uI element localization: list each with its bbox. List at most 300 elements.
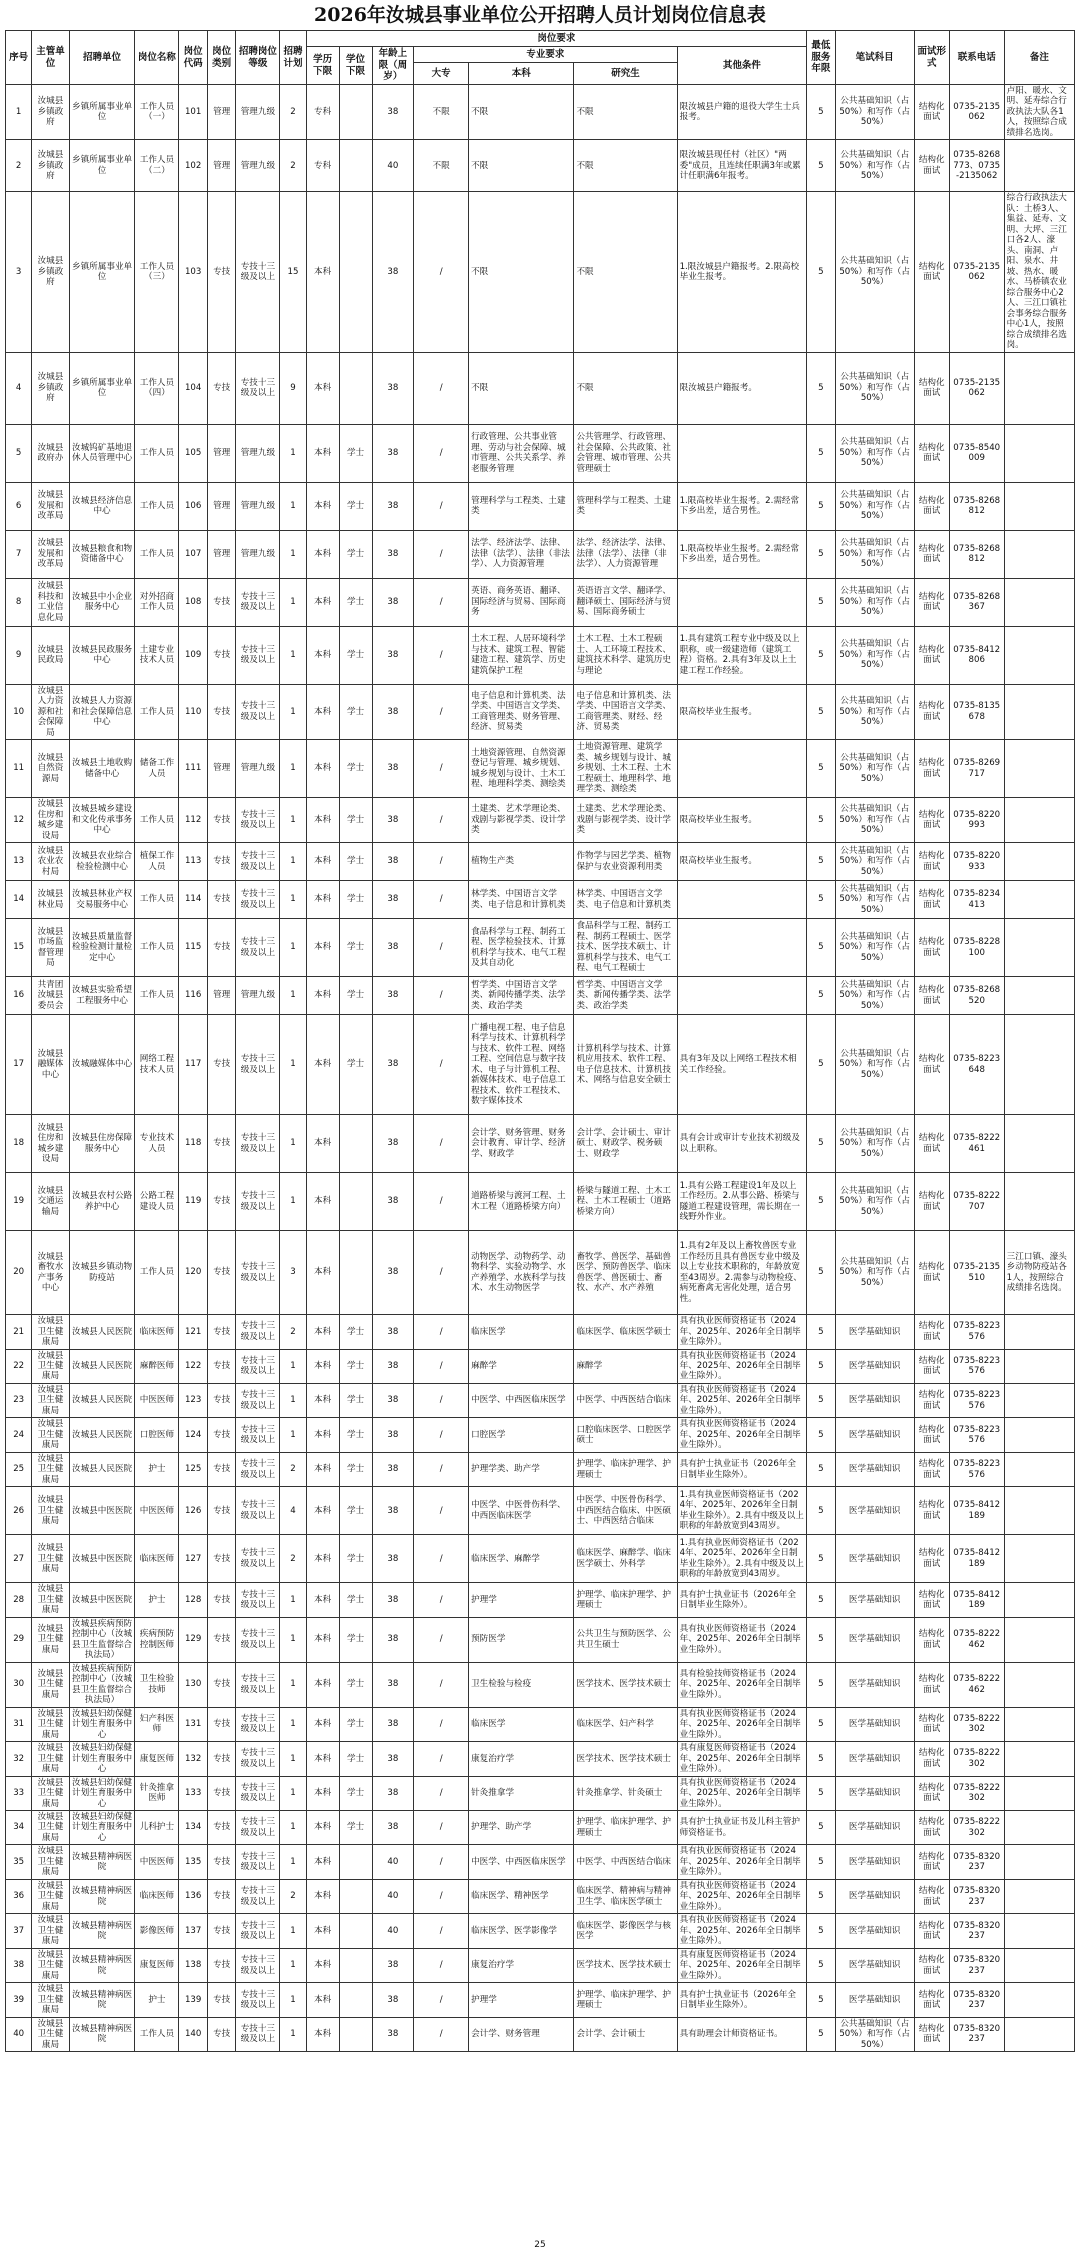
cell-major-dz: 不限 — [414, 85, 469, 140]
cell-unit: 汝城县质量监督检验检测计量检定中心 — [69, 919, 135, 977]
cell-plan: 1 — [280, 1349, 306, 1383]
cell-note — [1004, 1535, 1074, 1583]
cell-unit: 汝城融媒体中心 — [69, 1015, 135, 1115]
table-row — [6, 626, 1075, 684]
cell-degree: 学士 — [339, 1583, 372, 1617]
cell-seq: 15 — [6, 919, 32, 977]
cell-interview: 结构化面试 — [914, 1948, 949, 1982]
cell-interview: 结构化面试 — [914, 919, 949, 977]
cell-other: 1.具有执业医师资格证书（2024年、2025年、2026年全日制毕业生除外）。2.具有中级及以上职称的年龄放宽到43周岁。 — [677, 1535, 807, 1583]
cell-note — [1004, 1173, 1074, 1231]
cell-edu: 本科 — [306, 1948, 339, 1982]
cell-age: 38 — [372, 977, 414, 1015]
cell-post-grade: 专技十三级及以上 — [236, 1742, 280, 1776]
cell-edu: 本科 — [306, 1349, 339, 1383]
cell-other: 具有执业医师资格证书（2024年、2025年、2026年全日制毕业生除外）。 — [677, 1776, 807, 1810]
cell-dept: 汝城县卫生健康局 — [32, 1583, 69, 1617]
cell-note: 卢阳、暖水、文明、延寿综合行政执法大队各1人，按照综合成绩排名选岗。 — [1004, 85, 1074, 140]
cell-age: 38 — [372, 1418, 414, 1452]
cell-seq: 19 — [6, 1173, 32, 1231]
cell-age: 38 — [372, 192, 414, 352]
header-service: 最低服务年限 — [807, 31, 836, 85]
table-row — [6, 740, 1075, 798]
cell-edu: 本科 — [306, 192, 339, 352]
cell-phone: 0735-8268812 — [949, 482, 1004, 530]
cell-degree: 学士 — [339, 1776, 372, 1810]
page-title: 2026年汝城县事业单位公开招聘人员计划岗位信息表 — [314, 4, 766, 26]
header-unit: 招聘单位 — [69, 31, 135, 85]
cell-post-type: 专技 — [207, 1983, 236, 2017]
cell-post-name: 护士 — [135, 1583, 179, 1617]
cell-dept: 汝城县政府办 — [32, 424, 69, 482]
cell-post-name: 中医医师 — [135, 1487, 179, 1535]
table-row — [6, 530, 1075, 578]
cell-edu: 本科 — [306, 1383, 339, 1417]
cell-post-name: 工作人员 — [135, 1231, 179, 1315]
cell-unit: 汝城县实验希望工程服务中心 — [69, 977, 135, 1015]
cell-interview: 结构化面试 — [914, 684, 949, 739]
cell-exam: 公共基础知识（占50%）和写作（占50%） — [835, 977, 914, 1015]
cell-post-type: 专技 — [207, 1383, 236, 1417]
cell-exam: 公共基础知识（占50%）和写作（占50%） — [835, 881, 914, 919]
cell-edu: 本科 — [306, 843, 339, 881]
cell-unit: 汝城县妇幼保健计划生育服务中心 — [69, 1776, 135, 1810]
cell-major-bk: 临床医学 — [469, 1707, 574, 1741]
cell-phone: 0735-8222461 — [949, 1115, 1004, 1173]
cell-edu: 本科 — [306, 740, 339, 798]
cell-post-type: 管理 — [207, 85, 236, 140]
cell-exam: 公共基础知识（占50%）和写作（占50%） — [835, 843, 914, 881]
cell-age: 38 — [372, 1015, 414, 1115]
cell-age: 38 — [372, 1617, 414, 1662]
cell-seq: 16 — [6, 977, 32, 1015]
cell-plan: 1 — [280, 1845, 306, 1879]
cell-major-yjs: 不限 — [574, 352, 677, 424]
cell-plan: 1 — [280, 1583, 306, 1617]
cell-seq: 32 — [6, 1742, 32, 1776]
cell-exam: 公共基础知识（占50%）和写作（占50%） — [835, 1231, 914, 1315]
cell-service: 5 — [807, 530, 836, 578]
cell-post-name: 工作人员（一） — [135, 85, 179, 140]
cell-post-grade: 专技十三级及以上 — [236, 881, 280, 919]
cell-phone: 0735-8222302 — [949, 1742, 1004, 1776]
cell-seq: 39 — [6, 1983, 32, 2017]
cell-degree — [339, 352, 372, 424]
cell-post-code: 124 — [179, 1418, 208, 1452]
cell-major-bk: 临床医学、麻醉学 — [469, 1535, 574, 1583]
cell-major-yjs: 土木工程、土木工程硕士、人工环境工程技术、建筑技术科学、建筑历史与理论 — [574, 626, 677, 684]
cell-exam: 公共基础知识（占50%）和写作（占50%） — [835, 740, 914, 798]
cell-exam: 医学基础知识 — [835, 1383, 914, 1417]
cell-note — [1004, 1811, 1074, 1845]
cell-post-name: 临床医师 — [135, 1315, 179, 1349]
cell-edu: 本科 — [306, 1914, 339, 1948]
cell-post-grade: 专技十三级及以上 — [236, 1487, 280, 1535]
cell-note — [1004, 1662, 1074, 1707]
cell-age: 38 — [372, 1776, 414, 1810]
cell-exam: 医学基础知识 — [835, 1452, 914, 1486]
cell-service: 5 — [807, 843, 836, 881]
cell-major-dz: / — [414, 626, 469, 684]
cell-plan: 4 — [280, 1487, 306, 1535]
cell-edu: 本科 — [306, 1315, 339, 1349]
cell-interview: 结构化面试 — [914, 1015, 949, 1115]
cell-note — [1004, 1115, 1074, 1173]
header-post-grade: 招聘岗位等级 — [236, 31, 280, 85]
cell-post-grade: 专技十三级及以上 — [236, 578, 280, 626]
cell-plan: 3 — [280, 1231, 306, 1315]
cell-age: 38 — [372, 1173, 414, 1231]
cell-post-type: 管理 — [207, 530, 236, 578]
cell-major-bk: 卫生检验与检疫 — [469, 1662, 574, 1707]
cell-service: 5 — [807, 919, 836, 977]
cell-edu: 专科 — [306, 140, 339, 192]
cell-major-dz: / — [414, 1983, 469, 2017]
cell-exam: 公共基础知识（占50%）和写作（占50%） — [835, 1115, 914, 1173]
cell-major-bk: 口腔医学 — [469, 1418, 574, 1452]
cell-exam: 公共基础知识（占50%）和写作（占50%） — [835, 626, 914, 684]
cell-major-yjs: 会计学、会计硕士、审计硕士、财政学、税务硕士、财政学 — [574, 1115, 677, 1173]
cell-degree: 学士 — [339, 881, 372, 919]
cell-other: 1.限高校毕业生报考。2.需经常下乡出差，适合男性。 — [677, 530, 807, 578]
recruitment-table — [5, 30, 1075, 2052]
cell-phone: 0735-8228100 — [949, 919, 1004, 977]
cell-post-code: 103 — [179, 192, 208, 352]
table-row — [6, 1742, 1075, 1776]
cell-edu: 本科 — [306, 1742, 339, 1776]
cell-phone: 0735-8320237 — [949, 2017, 1004, 2051]
cell-major-yjs: 作物学与园艺学类、植物保护与农业资源利用类 — [574, 843, 677, 881]
cell-post-type: 专技 — [207, 1418, 236, 1452]
cell-unit: 汝城县中医医院 — [69, 1535, 135, 1583]
cell-degree: 学士 — [339, 1535, 372, 1583]
cell-degree: 学士 — [339, 1315, 372, 1349]
cell-other — [677, 740, 807, 798]
table-row — [6, 352, 1075, 424]
cell-unit: 汝城县农业综合检验检测中心 — [69, 843, 135, 881]
cell-unit: 汝城县农村公路养护中心 — [69, 1173, 135, 1231]
cell-post-type: 专技 — [207, 1617, 236, 1662]
cell-edu: 本科 — [306, 1583, 339, 1617]
cell-age: 38 — [372, 2017, 414, 2051]
cell-age: 38 — [372, 798, 414, 843]
cell-degree — [339, 1173, 372, 1231]
cell-other: 限高校毕业生报考。 — [677, 684, 807, 739]
cell-plan: 1 — [280, 2017, 306, 2051]
cell-phone: 0735-8223576 — [949, 1383, 1004, 1417]
cell-edu: 本科 — [306, 1662, 339, 1707]
cell-age: 38 — [372, 352, 414, 424]
cell-dept: 汝城县卫生健康局 — [32, 1383, 69, 1417]
cell-post-name: 护士 — [135, 1452, 179, 1486]
cell-note — [1004, 482, 1074, 530]
cell-major-yjs: 针灸推拿学、针灸硕士 — [574, 1776, 677, 1810]
cell-major-yjs: 中医学、中医骨伤科学、中西医结合临床、中医硕士、中西医结合临床 — [574, 1487, 677, 1535]
cell-post-type: 专技 — [207, 1583, 236, 1617]
cell-phone: 0735-8320237 — [949, 1845, 1004, 1879]
cell-post-grade: 专技十三级及以上 — [236, 1914, 280, 1948]
cell-interview: 结构化面试 — [914, 1115, 949, 1173]
table-row — [6, 1231, 1075, 1315]
cell-dept: 汝城县乡镇政府 — [32, 85, 69, 140]
cell-seq: 35 — [6, 1845, 32, 1879]
cell-dept: 汝城县交通运输局 — [32, 1173, 69, 1231]
cell-major-bk: 不限 — [469, 85, 574, 140]
cell-post-type: 专技 — [207, 1707, 236, 1741]
cell-major-bk: 道路桥梁与渡河工程、土木工程（道路桥梁方向） — [469, 1173, 574, 1231]
cell-major-bk: 中医学、中西医临床医学 — [469, 1845, 574, 1879]
cell-edu: 本科 — [306, 1983, 339, 2017]
cell-degree: 学士 — [339, 578, 372, 626]
cell-major-dz: / — [414, 1811, 469, 1845]
cell-post-code: 134 — [179, 1811, 208, 1845]
cell-seq: 2 — [6, 140, 32, 192]
cell-post-name: 影像医师 — [135, 1914, 179, 1948]
cell-post-grade: 专技十三级及以上 — [236, 1015, 280, 1115]
cell-post-grade: 专技十三级及以上 — [236, 1115, 280, 1173]
cell-post-code: 126 — [179, 1487, 208, 1535]
cell-post-code: 119 — [179, 1173, 208, 1231]
cell-post-code: 139 — [179, 1983, 208, 2017]
cell-major-dz: / — [414, 1776, 469, 1810]
cell-degree — [339, 1948, 372, 1982]
cell-exam: 医学基础知识 — [835, 1315, 914, 1349]
table-row — [6, 1383, 1075, 1417]
cell-plan: 1 — [280, 1707, 306, 1741]
cell-post-code: 112 — [179, 798, 208, 843]
cell-unit: 乡镇所属事业单位 — [69, 85, 135, 140]
cell-post-name: 康复医师 — [135, 1742, 179, 1776]
cell-other: 具有3年及以上网络工程技术相关工作经验。 — [677, 1015, 807, 1115]
table-row — [6, 424, 1075, 482]
header-other: 其他条件 — [677, 47, 807, 85]
cell-seq: 37 — [6, 1914, 32, 1948]
cell-unit: 汝城县精神病医院 — [69, 1879, 135, 1913]
cell-post-code: 110 — [179, 684, 208, 739]
cell-major-bk: 不限 — [469, 140, 574, 192]
table-row — [6, 684, 1075, 739]
cell-interview: 结构化面试 — [914, 1349, 949, 1383]
cell-major-bk: 护理学、助产学 — [469, 1811, 574, 1845]
cell-post-type: 专技 — [207, 1845, 236, 1879]
table-row — [6, 85, 1075, 140]
cell-post-code: 109 — [179, 626, 208, 684]
cell-post-grade: 专技十三级及以上 — [236, 352, 280, 424]
cell-seq: 33 — [6, 1776, 32, 1810]
cell-edu: 本科 — [306, 578, 339, 626]
cell-post-code: 122 — [179, 1349, 208, 1383]
header-plan: 招聘计划 — [280, 31, 306, 85]
cell-other: 具有检验技师资格证书（2024年、2025年、2026年全日制毕业生除外）。 — [677, 1662, 807, 1707]
cell-major-bk: 食品科学与工程、制药工程、医学检验技术、计算机科学与技术、电气工程及其自动化 — [469, 919, 574, 977]
cell-post-code: 111 — [179, 740, 208, 798]
cell-post-code: 125 — [179, 1452, 208, 1486]
cell-service: 5 — [807, 626, 836, 684]
cell-age: 38 — [372, 1231, 414, 1315]
cell-post-type: 专技 — [207, 1948, 236, 1982]
cell-phone: 0735-8412189 — [949, 1535, 1004, 1583]
cell-edu: 本科 — [306, 424, 339, 482]
cell-plan: 1 — [280, 881, 306, 919]
cell-major-yjs: 临床医学、麻醉学、临床医学硕士、外科学 — [574, 1535, 677, 1583]
cell-service: 5 — [807, 352, 836, 424]
cell-post-code: 133 — [179, 1776, 208, 1810]
cell-unit: 汝城县林业产权交易服务中心 — [69, 881, 135, 919]
cell-service: 5 — [807, 140, 836, 192]
cell-edu: 本科 — [306, 1173, 339, 1231]
cell-exam: 医学基础知识 — [835, 1662, 914, 1707]
cell-post-name: 工作人员 — [135, 2017, 179, 2051]
cell-other: 具有执业医师资格证书（2024年、2025年、2026年全日制毕业生除外）。 — [677, 1349, 807, 1383]
cell-major-dz: / — [414, 919, 469, 977]
cell-degree: 学士 — [339, 1418, 372, 1452]
cell-post-code: 140 — [179, 2017, 208, 2051]
cell-other: 具有执业医师资格证书（2024年、2025年、2026年全日制毕业生除外）。 — [677, 1383, 807, 1417]
cell-edu: 本科 — [306, 1418, 339, 1452]
table-row — [6, 1418, 1075, 1452]
cell-major-bk: 临床医学、精神医学 — [469, 1879, 574, 1913]
cell-dept: 共青团汝城县委员会 — [32, 977, 69, 1015]
cell-age: 38 — [372, 1487, 414, 1535]
cell-major-bk: 植物生产类 — [469, 843, 574, 881]
header-edu: 学历下限 — [306, 47, 339, 85]
cell-post-grade: 专技十三级及以上 — [236, 1535, 280, 1583]
cell-plan: 1 — [280, 843, 306, 881]
cell-plan: 1 — [280, 740, 306, 798]
header-interview: 面试形式 — [914, 31, 949, 85]
cell-post-type: 专技 — [207, 1173, 236, 1231]
cell-interview: 结构化面试 — [914, 1383, 949, 1417]
cell-phone: 0735-8135678 — [949, 684, 1004, 739]
cell-post-name: 疾病预防控制医师 — [135, 1617, 179, 1662]
cell-major-bk: 管理科学与工程类、土建类 — [469, 482, 574, 530]
cell-degree: 学士 — [339, 1707, 372, 1741]
cell-post-name: 儿科护士 — [135, 1811, 179, 1845]
cell-plan: 2 — [280, 140, 306, 192]
cell-dept: 汝城县民政局 — [32, 626, 69, 684]
cell-major-dz: / — [414, 1948, 469, 1982]
cell-seq: 23 — [6, 1383, 32, 1417]
cell-post-code: 137 — [179, 1914, 208, 1948]
cell-service: 5 — [807, 1535, 836, 1583]
cell-seq: 36 — [6, 1879, 32, 1913]
cell-service: 5 — [807, 1173, 836, 1231]
cell-dept: 汝城县住房和城乡建设局 — [32, 1115, 69, 1173]
cell-major-bk: 土地资源管理、自然资源登记与管理、城乡规划、城乡规划与设计、土木工程、地理科学类、测绘类 — [469, 740, 574, 798]
cell-unit: 汝城县精神病医院 — [69, 2017, 135, 2051]
cell-note — [1004, 740, 1074, 798]
cell-edu: 本科 — [306, 530, 339, 578]
cell-other: 1.具有公路工程建设1年及以上工作经历。2.从事公路、桥梁与隧道工程建设管理，需长期在一线野外作业。 — [677, 1173, 807, 1231]
cell-unit: 汝城县妇幼保健计划生育服务中心 — [69, 1707, 135, 1741]
table-row — [6, 1811, 1075, 1845]
cell-interview: 结构化面试 — [914, 530, 949, 578]
cell-dept: 汝城县人力资源和社会保障局 — [32, 684, 69, 739]
cell-seq: 13 — [6, 843, 32, 881]
cell-unit: 汝城县精神病医院 — [69, 1845, 135, 1879]
cell-interview: 结构化面试 — [914, 1879, 949, 1913]
table-row — [6, 1914, 1075, 1948]
cell-degree: 学士 — [339, 684, 372, 739]
cell-edu: 本科 — [306, 2017, 339, 2051]
cell-major-dz: / — [414, 1115, 469, 1173]
table-body — [6, 85, 1075, 2052]
cell-phone: 0735-8222302 — [949, 1811, 1004, 1845]
cell-post-grade: 管理九级 — [236, 482, 280, 530]
cell-post-name: 护士 — [135, 1983, 179, 2017]
cell-dept: 汝城县发展和改革局 — [32, 482, 69, 530]
cell-age: 38 — [372, 530, 414, 578]
cell-post-type: 专技 — [207, 1115, 236, 1173]
cell-exam: 公共基础知识（占50%）和写作（占50%） — [835, 192, 914, 352]
cell-post-name: 公路工程建设人员 — [135, 1173, 179, 1231]
cell-major-dz: 不限 — [414, 140, 469, 192]
cell-post-grade: 管理九级 — [236, 424, 280, 482]
cell-edu: 本科 — [306, 482, 339, 530]
header-note: 备注 — [1004, 31, 1074, 85]
cell-exam: 公共基础知识（占50%）和写作（占50%） — [835, 424, 914, 482]
cell-age: 38 — [372, 1662, 414, 1707]
cell-degree: 学士 — [339, 1383, 372, 1417]
cell-seq: 17 — [6, 1015, 32, 1115]
table-row — [6, 1583, 1075, 1617]
cell-exam: 医学基础知识 — [835, 1811, 914, 1845]
cell-exam: 医学基础知识 — [835, 1583, 914, 1617]
cell-seq: 10 — [6, 684, 32, 739]
cell-service: 5 — [807, 1617, 836, 1662]
cell-age: 38 — [372, 919, 414, 977]
cell-major-yjs: 临床医学、临床医学硕士 — [574, 1315, 677, 1349]
cell-dept: 汝城县卫生健康局 — [32, 1662, 69, 1707]
cell-degree — [339, 192, 372, 352]
cell-service: 5 — [807, 1983, 836, 2017]
cell-phone: 0735-8223648 — [949, 1015, 1004, 1115]
cell-seq: 8 — [6, 578, 32, 626]
cell-major-yjs: 护理学、临床护理学、护理硕士 — [574, 1583, 677, 1617]
cell-post-type: 管理 — [207, 424, 236, 482]
cell-dept: 汝城县卫生健康局 — [32, 1487, 69, 1535]
cell-post-type: 管理 — [207, 977, 236, 1015]
cell-unit: 汝城县精神病医院 — [69, 1914, 135, 1948]
cell-note — [1004, 1383, 1074, 1417]
cell-major-dz: / — [414, 1742, 469, 1776]
cell-post-name: 临床医师 — [135, 1535, 179, 1583]
cell-dept: 汝城县卫生健康局 — [32, 1983, 69, 2017]
cell-degree: 学士 — [339, 843, 372, 881]
cell-phone: 0735-8222302 — [949, 1776, 1004, 1810]
cell-post-name: 麻醉医师 — [135, 1349, 179, 1383]
cell-post-type: 专技 — [207, 1662, 236, 1707]
cell-unit: 汝城县住房保障服务中心 — [69, 1115, 135, 1173]
cell-major-dz: / — [414, 1914, 469, 1948]
cell-phone: 0735-8222462 — [949, 1662, 1004, 1707]
cell-major-dz: / — [414, 1383, 469, 1417]
cell-major-dz: / — [414, 1535, 469, 1583]
cell-major-bk: 康复治疗学 — [469, 1742, 574, 1776]
table-row — [6, 1845, 1075, 1879]
cell-major-dz: / — [414, 1173, 469, 1231]
cell-dept: 汝城县发展和改革局 — [32, 530, 69, 578]
cell-unit: 汝城县中医医院 — [69, 1583, 135, 1617]
cell-note — [1004, 684, 1074, 739]
cell-post-grade: 专技十三级及以上 — [236, 1231, 280, 1315]
cell-post-name: 植保工作人员 — [135, 843, 179, 881]
cell-unit: 汝城县中医医院 — [69, 1487, 135, 1535]
table-row — [6, 843, 1075, 881]
cell-note — [1004, 140, 1074, 192]
cell-post-type: 专技 — [207, 881, 236, 919]
cell-dept: 汝城县自然资源局 — [32, 740, 69, 798]
